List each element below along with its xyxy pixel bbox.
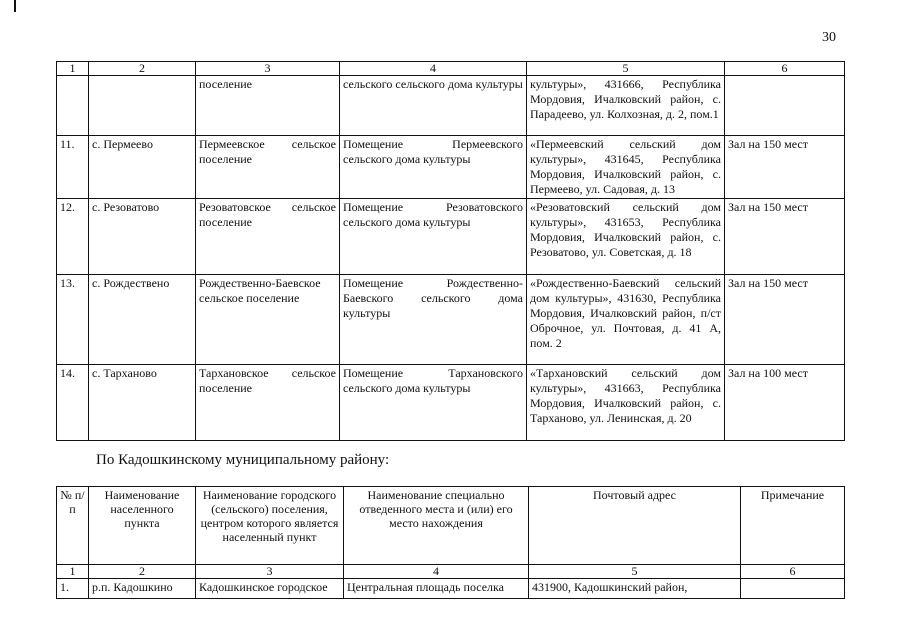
settlement-name: р.п. Кадошкино: [89, 579, 196, 599]
table-row: [57, 136, 845, 199]
column-number: 3: [196, 565, 344, 579]
settlement-name: с. Рождествено: [89, 275, 196, 365]
header-note: Примечание: [741, 487, 845, 565]
note: Зал на 100 мест: [725, 365, 845, 441]
venue-description: сельского сельского дома культуры: [340, 76, 527, 136]
settlement-name: с. Пермеево: [89, 136, 196, 199]
venue-description: Помещение Тархановского сельского дома культуры: [340, 365, 527, 441]
settlement-name: [89, 76, 196, 136]
municipality-name: Тархановское сельское поселение: [196, 365, 340, 441]
header-settlement: Наименование населенного пункта: [89, 487, 196, 565]
venue-description: Помещение Резоватовского сельского дома культуры: [340, 199, 527, 275]
note: [725, 76, 845, 136]
column-number: 1: [57, 565, 89, 579]
row-number: 14.: [57, 365, 89, 441]
column-number-row: [57, 62, 845, 76]
row-number: 11.: [57, 136, 89, 199]
note: Зал на 150 мест: [725, 199, 845, 275]
kadoshkino-venues-table: [56, 486, 845, 599]
postal-address: «Тархановский сельский дом культуры», 431663, Республика Мордовия, Ичалковский район, с. Тарханово, ул. Ленинская, д. 20: [527, 365, 725, 441]
note: Зал на 150 мест: [725, 275, 845, 365]
column-number: 4: [340, 62, 527, 76]
venue-description: Помещение Рождественно-Баевского сельского дома культуры: [340, 275, 527, 365]
column-number: 6: [725, 62, 845, 76]
note: Зал на 150 мест: [725, 136, 845, 199]
row-number: 12.: [57, 199, 89, 275]
scan-corner-mark: [14, 0, 16, 12]
column-number: 3: [196, 62, 340, 76]
column-header-row: [57, 487, 845, 565]
column-number: 4: [344, 565, 529, 579]
table-row: [57, 275, 845, 365]
table-row: [57, 579, 845, 599]
header-municipality: Наименование городского (сельского) поселения, центром которого является населенный пункт: [196, 487, 344, 565]
note: [741, 579, 845, 599]
column-number: 5: [527, 62, 725, 76]
page-number: 30: [822, 30, 836, 45]
postal-address: «Рождественно-Баевский сельский дом культуры», 431630, Республика Мордовия, Ичалковский район, п/ст Оброчное, ул. Почтовая, д. 41 А, пом. 2: [527, 275, 725, 365]
column-number: 2: [89, 62, 196, 76]
municipality-name: Рождественно-Баевское сельское поселение: [196, 275, 340, 365]
postal-address: 431900, Кадошкинский район,: [529, 579, 741, 599]
row-number: [57, 76, 89, 136]
venue-description: Центральная площадь поселка: [344, 579, 529, 599]
row-number: 13.: [57, 275, 89, 365]
column-number-row: [57, 565, 845, 579]
settlement-name: с. Резоватово: [89, 199, 196, 275]
municipality-name: Пермеевское сельское поселение: [196, 136, 340, 199]
table-row: [57, 199, 845, 275]
header-venue: Наименование специально отведенного места и (или) его место нахождения: [344, 487, 529, 565]
postal-address: «Резоватовский сельский дом культуры», 431653, Республика Мордовия, Ичалковский район, с. Резоватово, ул. Советская, д. 18: [527, 199, 725, 275]
postal-address: «Пермеевский сельский дом культуры», 431645, Республика Мордовия, Ичалковский район, с. Пермеево, ул. Садовая, д. 13: [527, 136, 725, 199]
column-number: 6: [741, 565, 845, 579]
column-number: 5: [529, 565, 741, 579]
column-number: 1: [57, 62, 89, 76]
settlement-name: с. Тарханово: [89, 365, 196, 441]
table-row: [57, 365, 845, 441]
row-number: 1.: [57, 579, 89, 599]
municipality-name: Кадошкинское городское: [196, 579, 344, 599]
venue-description: Помещение Пермеевского сельского дома культуры: [340, 136, 527, 199]
header-number: № п/п: [57, 487, 89, 565]
section-heading: По Кадошкинскому муниципальному району:: [96, 452, 390, 468]
table-row: [57, 76, 845, 136]
postal-address: культуры», 431666, Республика Мордовия, Ичалковский район, с. Парадеево, ул. Колхозная, д. 2, пом.1: [527, 76, 725, 136]
header-postal-address: Почтовый адрес: [529, 487, 741, 565]
polling-venues-table-continued: [56, 61, 845, 441]
column-number: 2: [89, 565, 196, 579]
municipality-name: Резоватовское сельское поселение: [196, 199, 340, 275]
municipality-name: поселение: [196, 76, 340, 136]
